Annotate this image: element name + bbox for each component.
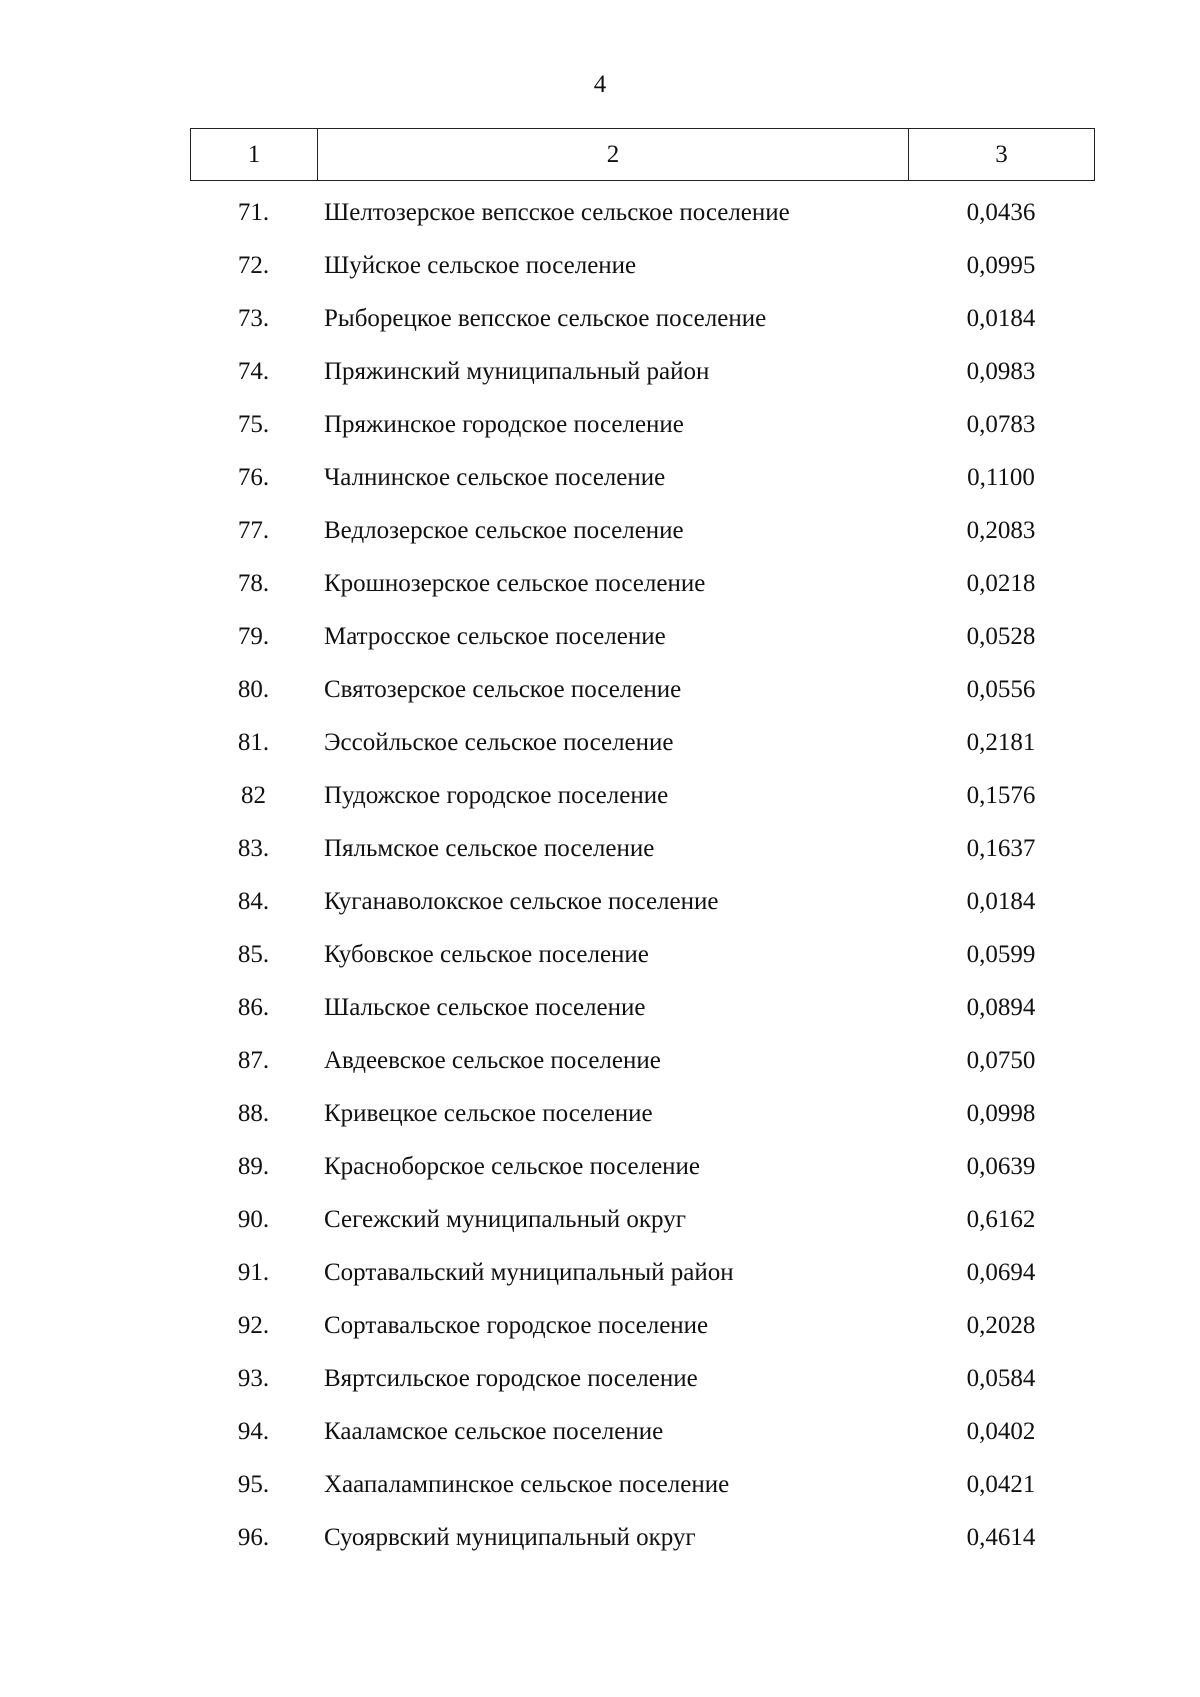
municipality-name: Матросское сельское поселение	[324, 623, 666, 650]
table-row	[190, 504, 1094, 557]
municipality-name: Кааламское сельское поселение	[324, 1418, 664, 1445]
coefficient-value: 0,6162	[966, 1206, 1036, 1233]
table-row	[190, 1246, 1094, 1299]
municipality-name: Красноборское сельское поселение	[324, 1153, 701, 1180]
row-number: 95.	[237, 1471, 270, 1498]
table-row	[190, 398, 1094, 451]
municipality-name: Сортавальское городское поселение	[324, 1312, 709, 1339]
row-number: 93.	[237, 1365, 270, 1392]
coefficient-value: 0,0402	[966, 1418, 1036, 1445]
row-number: 91.	[237, 1259, 270, 1286]
coefficient-value: 0,2028	[966, 1312, 1036, 1339]
coefficient-value: 0,0421	[966, 1471, 1036, 1498]
row-number: 90.	[237, 1206, 270, 1233]
coefficient-value: 0,0983	[966, 358, 1036, 385]
coefficient-value: 0,0218	[966, 570, 1036, 597]
row-number: 87.	[237, 1047, 270, 1074]
row-number: 72.	[237, 252, 270, 279]
table-row	[190, 345, 1094, 398]
row-number: 84.	[237, 888, 270, 915]
municipality-name: Кубовское сельское поселение	[324, 941, 649, 968]
row-number: 81.	[237, 729, 270, 756]
coefficient-value: 0,2083	[966, 517, 1036, 544]
coefficient-value: 0,0184	[966, 305, 1036, 332]
table-row	[190, 239, 1094, 292]
municipality-name: Ведлозерское сельское поселение	[324, 517, 684, 544]
coefficient-value: 0,1100	[967, 464, 1035, 491]
coefficient-value: 0,2181	[966, 729, 1036, 756]
coefficient-value: 0,0584	[966, 1365, 1036, 1392]
municipality-name: Авдеевское сельское поселение	[324, 1047, 661, 1074]
coefficient-value: 0,0528	[966, 623, 1036, 650]
municipality-name: Рыборецкое вепсское сельское поселение	[324, 305, 767, 332]
table-row	[190, 610, 1094, 663]
row-number: 75.	[237, 411, 270, 438]
row-number: 88.	[237, 1100, 270, 1127]
table-row	[190, 1511, 1094, 1564]
table-row	[190, 875, 1094, 928]
row-number: 71.	[237, 199, 270, 226]
coefficient-value: 0,0783	[966, 411, 1036, 438]
row-number: 86.	[237, 994, 270, 1021]
coefficient-value: 0,0998	[966, 1100, 1036, 1127]
municipality-name: Вяртсильское городское поселение	[324, 1365, 698, 1392]
header-row	[191, 129, 1095, 181]
municipality-name: Пудожское городское поселение	[324, 782, 669, 809]
row-number: 94.	[237, 1418, 270, 1445]
coefficient-value: 0,0750	[966, 1047, 1036, 1074]
coefficient-value: 0,0995	[966, 252, 1036, 279]
row-number: 73.	[237, 305, 270, 332]
row-number: 96.	[237, 1524, 270, 1551]
coefficient-value: 0,0639	[966, 1153, 1036, 1180]
row-number: 76.	[237, 464, 270, 491]
table-row	[190, 1352, 1094, 1405]
header-col-2: 2	[318, 129, 909, 181]
municipality-name: Пряжинский муниципальный район	[324, 358, 710, 385]
row-number: 74.	[237, 358, 270, 385]
coefficient-value: 0,0436	[966, 199, 1036, 226]
coefficient-value: 0,0556	[966, 676, 1036, 703]
municipality-name: Пяльмское сельское поселение	[324, 835, 655, 862]
coefficient-value: 0,4614	[966, 1524, 1036, 1551]
table-row	[190, 822, 1094, 875]
row-number: 80.	[237, 676, 270, 703]
page-number: 4	[593, 71, 607, 98]
municipality-name: Сегежский муниципальный округ	[324, 1206, 686, 1233]
municipality-name: Эссойльское сельское поселение	[324, 729, 674, 756]
table-row	[190, 1087, 1094, 1140]
table-row	[190, 981, 1094, 1034]
table-row	[190, 557, 1094, 610]
row-number: 82	[241, 782, 266, 809]
table-row	[190, 186, 1094, 239]
row-number: 85.	[237, 941, 270, 968]
municipality-name: Чалнинское сельское поселение	[324, 464, 666, 491]
table-row	[190, 1405, 1094, 1458]
table-row	[190, 292, 1094, 345]
municipality-name: Крошнозерское сельское поселение	[324, 570, 706, 597]
coefficient-value: 0,0599	[966, 941, 1036, 968]
table-row	[190, 1140, 1094, 1193]
municipality-name: Кривецкое сельское поселение	[324, 1100, 653, 1127]
table-row	[190, 769, 1094, 822]
municipality-name: Шуйское сельское поселение	[324, 252, 637, 279]
municipality-name: Пряжинское городское поселение	[324, 411, 684, 438]
table-header	[190, 128, 1095, 181]
municipality-name: Сортавальский муниципальный район	[324, 1259, 734, 1286]
table-row	[190, 928, 1094, 981]
table-row	[190, 1458, 1094, 1511]
coefficient-value: 0,1637	[966, 835, 1036, 862]
row-number: 79.	[237, 623, 270, 650]
row-number: 77.	[237, 517, 270, 544]
table-row	[190, 1299, 1094, 1352]
row-number: 89.	[237, 1153, 270, 1180]
municipality-name: Шелтозерское вепсское сельское поселение	[324, 199, 790, 226]
municipality-name: Хаапалампинское сельское поселение	[324, 1471, 730, 1498]
row-number: 78.	[237, 570, 270, 597]
table-row	[190, 716, 1094, 769]
coefficient-value: 0,0894	[966, 994, 1036, 1021]
coefficient-value: 0,0694	[966, 1259, 1036, 1286]
municipality-name: Куганаволокское сельское поселение	[324, 888, 719, 915]
municipality-name: Святозерское сельское поселение	[324, 676, 682, 703]
coefficient-value: 0,0184	[966, 888, 1036, 915]
row-number: 92.	[237, 1312, 270, 1339]
table-row	[190, 451, 1094, 504]
table-row	[190, 1034, 1094, 1087]
municipality-name: Шальское сельское поселение	[324, 994, 646, 1021]
municipality-name: Суоярвский муниципальный округ	[324, 1524, 696, 1551]
table-row	[190, 1193, 1094, 1246]
table-body	[190, 186, 1094, 1564]
table-row	[190, 663, 1094, 716]
coefficient-value: 0,1576	[966, 782, 1036, 809]
header-col-3: 3	[909, 129, 1095, 181]
header-col-1: 1	[191, 129, 318, 181]
row-number: 83.	[237, 835, 270, 862]
